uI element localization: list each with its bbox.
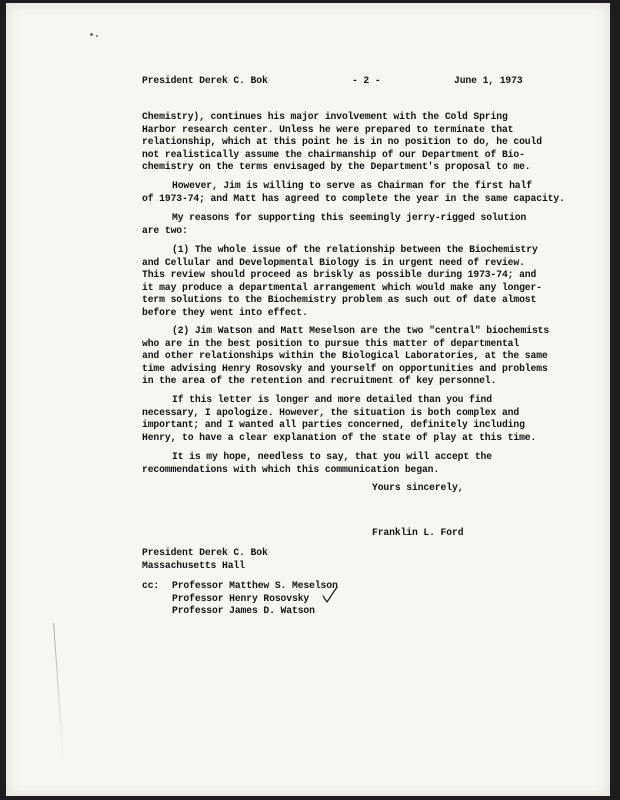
body-line: important; and I wanted all parties concerned, definitely including <box>142 419 525 430</box>
body-line: who are in the best position to pursue this matter of departmental <box>142 337 520 349</box>
body-line: chemistry on the terms envisaged by the Department's proposal to me. <box>142 161 531 172</box>
letter-date: June 1, 1973 <box>454 75 523 86</box>
body-line: (2) Jim Watson and Matt Meselson are the two "central" biochemists <box>172 325 550 336</box>
body-line: time advising Henry Rosovsky and yourself on opportunities and problems <box>142 362 548 374</box>
cc-name: Professor James D. Watson <box>172 605 315 616</box>
scan-speck <box>90 33 93 36</box>
body-line: relationship, which at this point he is in no position to do, he could <box>142 136 542 147</box>
body-line: Harbor research center. Unless he were prepared to terminate that <box>142 123 514 135</box>
body-line: However, Jim is willing to serve as Chairman for the first half <box>172 180 532 191</box>
cc-name: Professor Henry Rosovsky <box>172 592 310 604</box>
header-recipient: President Derek C. Bok <box>142 75 268 86</box>
body-line: (1) The whole issue of the relationship between the Biochemistry <box>172 244 538 255</box>
address-place: Massachusetts Hall <box>142 559 245 571</box>
body-line: recommendations with which this communication began. <box>142 463 440 475</box>
body-line: term solutions to the Biochemistry problem as such out of date almost <box>142 294 537 305</box>
body-line: of 1973-74; and Matt has agreed to complete the year in the same capacity. <box>142 192 565 204</box>
body-line: This review should proceed as briskly as possible during 1973-74; and <box>142 269 537 280</box>
handwritten-check-icon <box>321 586 339 604</box>
address-name: President Derek C. Bok <box>142 547 268 558</box>
body-line: If this letter is longer and more detailed than you find <box>172 394 492 405</box>
body-line: Chemistry), continues his major involvement with the Cold Spring <box>142 111 508 122</box>
cc-name: Professor Matthew S. Meselson <box>172 580 338 591</box>
body-line: and other relationships within the Biological Laboratories, at the same <box>142 350 548 361</box>
scan-speck <box>96 35 98 37</box>
closing-salutation: Yours sincerely, <box>372 482 464 493</box>
page-number: - 2 - <box>352 75 381 86</box>
body-line: and Cellular and Developmental Biology is in urgent need of review. <box>142 256 525 268</box>
body-line: it may produce a departmental arrangement which would make any longer- <box>142 281 542 293</box>
letter-page <box>6 3 610 796</box>
body-line: necessary, I apologize. However, the situation is both complex and <box>142 406 520 418</box>
body-line: It is my hope, needless to say, that you will accept the <box>172 451 492 462</box>
signer-name: Franklin L. Ford <box>372 527 464 538</box>
cc-label: cc: <box>142 580 160 591</box>
body-line: are two: <box>142 224 188 236</box>
body-line: in the area of the retention and recruitment of key personnel. <box>142 375 497 386</box>
body-line: Henry, to have a clear explanation of the state of play at this time. <box>142 431 537 443</box>
body-line: before they went into effect. <box>142 306 308 318</box>
body-line: My reasons for supporting this seemingly jerry-rigged solution <box>172 212 527 223</box>
body-line: not realistically assume the chairmanship of our Department of Bio- <box>142 148 525 160</box>
scan-artifact-line <box>53 623 64 763</box>
